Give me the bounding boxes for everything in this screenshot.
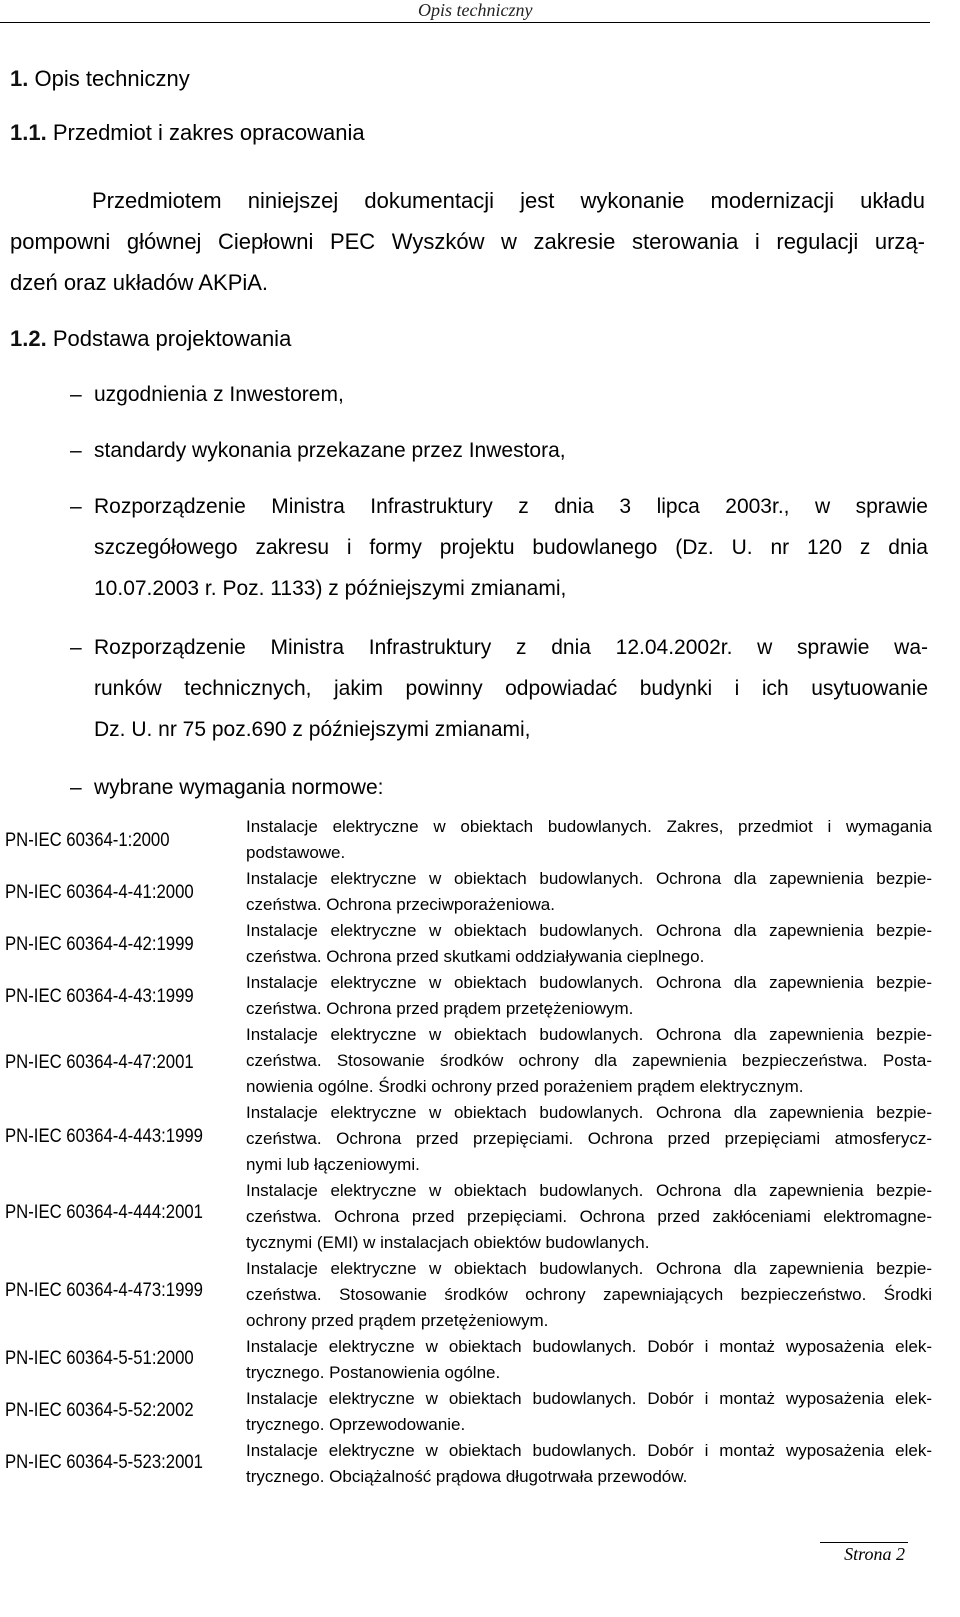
norm-code: PN-IEC 60364-1:2000 bbox=[5, 830, 170, 851]
section-1-heading bbox=[10, 66, 190, 92]
norm-line: Instalacje elektryczne w obiektach budowlanych. Dobór i montaż wyposażenia elek- bbox=[246, 1389, 932, 1408]
running-header-title: Opis techniczny bbox=[418, 0, 533, 20]
norm-description bbox=[246, 866, 932, 918]
list-item-text bbox=[94, 374, 928, 415]
norm-description bbox=[246, 814, 932, 866]
section-1-1-number: 1.1. bbox=[10, 120, 47, 145]
norm-code: PN-IEC 60364-4-47:2001 bbox=[5, 1052, 194, 1073]
norm-line: Instalacje elektryczne w obiektach budowlanych. Ochrona dla zapewnienia bezpie- bbox=[246, 1259, 932, 1278]
norm-line: Instalacje elektryczne w obiektach budowlanych. Dobór i montaż wyposażenia elek- bbox=[246, 1337, 932, 1356]
norm-line: Instalacje elektryczne w obiektach budowlanych. Ochrona dla zapewnienia bezpie- bbox=[246, 1025, 932, 1044]
section-1-number: 1. bbox=[10, 66, 29, 91]
norm-line: ochrony przed prądem przetężeniowym. bbox=[246, 1311, 549, 1330]
paragraph-line: Przedmiotem niniejszej dokumentacji jest wykonanie modernizacji układu bbox=[92, 188, 925, 213]
norm-code: PN-IEC 60364-5-52:2002 bbox=[5, 1400, 194, 1421]
norm-description bbox=[246, 1178, 932, 1256]
paragraph-line: pompowni głównej Ciepłowni PEC Wyszków w zakresie sterowania i regulacji urzą- bbox=[10, 229, 925, 254]
norm-line: czeństwa. Ochrona przed skutkami oddziaływania cieplnego. bbox=[246, 947, 705, 966]
norm-line: Instalacje elektryczne w obiektach budowlanych. Ochrona dla zapewnienia bezpie- bbox=[246, 921, 932, 940]
norm-code: PN-IEC 60364-4-43:1999 bbox=[5, 986, 194, 1007]
list-item-text bbox=[94, 430, 928, 471]
norm-line: czeństwa. Stosowanie środków ochrony dla zapewnienia bezpieczeństwa. Posta- bbox=[246, 1051, 932, 1070]
norm-description bbox=[246, 1386, 932, 1438]
section-1-1-paragraph bbox=[10, 180, 925, 303]
norm-code: PN-IEC 60364-4-42:1999 bbox=[5, 934, 194, 955]
norm-code: PN-IEC 60364-4-41:2000 bbox=[5, 882, 194, 903]
list-item-text bbox=[94, 627, 928, 750]
section-1-1-heading bbox=[10, 120, 365, 146]
list-item-text bbox=[94, 486, 928, 609]
norm-description bbox=[246, 1100, 932, 1178]
dash-bullet: – bbox=[70, 495, 82, 518]
section-1-title: Opis techniczny bbox=[34, 66, 190, 91]
list-item-line: Dz. U. nr 75 poz.690 z późniejszymi zmianami, bbox=[94, 718, 531, 741]
norm-line: Instalacje elektryczne w obiektach budowlanych. Ochrona dla zapewnienia bezpie- bbox=[246, 1103, 932, 1122]
norm-line: Instalacje elektryczne w obiektach budowlanych. Ochrona dla zapewnienia bezpie- bbox=[246, 869, 932, 888]
norm-line: czeństwa. Ochrona przed prądem przetężeniowym. bbox=[246, 999, 634, 1018]
norm-line: nymi lub łączeniowymi. bbox=[246, 1155, 420, 1174]
norm-description bbox=[246, 1256, 932, 1334]
list-item-line: uzgodnienia z Inwestorem, bbox=[94, 383, 344, 406]
norm-description bbox=[246, 918, 932, 970]
norm-line: Instalacje elektryczne w obiektach budowlanych. Zakres, przedmiot i wymagania bbox=[246, 817, 932, 836]
norm-code: PN-IEC 60364-4-443:1999 bbox=[5, 1126, 203, 1147]
section-1-2-heading bbox=[10, 326, 291, 352]
norm-line: podstawowe. bbox=[246, 843, 346, 862]
norm-line: trycznego. Postanowienia ogólne. bbox=[246, 1363, 501, 1382]
list-item-line: runków technicznych, jakim powinny odpowiadać budynki i ich usytuowanie bbox=[94, 677, 928, 700]
norm-line: czeństwa. Stosowanie środków ochrony zapewniających bezpieczeństwo. Środki bbox=[246, 1285, 932, 1304]
norm-line: czeństwa. Ochrona przed przepięciami. Ochrona przed przepięciami atmosferycz- bbox=[246, 1129, 932, 1148]
norm-code: PN-IEC 60364-5-51:2000 bbox=[5, 1348, 194, 1369]
list-item-text bbox=[94, 767, 928, 808]
footer-rule bbox=[820, 1542, 908, 1543]
norm-line: trycznego. Oprzewodowanie. bbox=[246, 1415, 466, 1434]
norm-line: Instalacje elektryczne w obiektach budowlanych. Ochrona dla zapewnienia bezpie- bbox=[246, 1181, 932, 1200]
norm-description bbox=[246, 1438, 932, 1490]
list-item-line: standardy wykonania przekazane przez Inwestora, bbox=[94, 439, 566, 462]
list-item-line: wybrane wymagania normowe: bbox=[94, 776, 384, 799]
norm-line: nowienia ogólne. Środki ochrony przed porażeniem prądem elektrycznym. bbox=[246, 1077, 804, 1096]
dash-bullet: – bbox=[70, 636, 82, 659]
norm-code: PN-IEC 60364-5-523:2001 bbox=[5, 1452, 203, 1473]
list-item-line: szczegółowego zakresu i formy projektu budowlanego (Dz. U. nr 120 z dnia bbox=[94, 536, 928, 559]
dash-bullet: – bbox=[70, 439, 82, 462]
list-item-line: Rozporządzenie Ministra Infrastruktury z dnia 12.04.2002r. w sprawie wa- bbox=[94, 636, 928, 659]
norm-line: czeństwa. Ochrona przed przepięciami. Ochrona przed zakłóceniami elektromagne- bbox=[246, 1207, 932, 1226]
paragraph-line: dzeń oraz układów AKPiA. bbox=[10, 270, 269, 295]
dash-bullet: – bbox=[70, 383, 82, 406]
norm-line: Instalacje elektryczne w obiektach budowlanych. Dobór i montaż wyposażenia elek- bbox=[246, 1441, 932, 1460]
norm-description bbox=[246, 1334, 932, 1386]
list-item-line: 10.07.2003 r. Poz. 1133) z późniejszymi zmianami, bbox=[94, 577, 567, 600]
norm-code: PN-IEC 60364-4-444:2001 bbox=[5, 1202, 203, 1223]
norm-line: trycznego. Obciążalność prądowa długotrwała przewodów. bbox=[246, 1467, 688, 1486]
norm-code: PN-IEC 60364-4-473:1999 bbox=[5, 1280, 203, 1301]
norm-line: czeństwa. Ochrona przeciwporażeniowa. bbox=[246, 895, 555, 914]
section-1-2-title: Podstawa projektowania bbox=[52, 326, 292, 351]
page-number: Strona 2 bbox=[844, 1544, 905, 1564]
section-1-1-title: Przedmiot i zakres opracowania bbox=[52, 120, 365, 145]
section-1-2-number: 1.2. bbox=[10, 326, 47, 351]
list-item-line: Rozporządzenie Ministra Infrastruktury z dnia 3 lipca 2003r., w sprawie bbox=[94, 495, 928, 518]
running-header bbox=[0, 0, 930, 23]
norm-line: tycznymi (EMI) w instalacjach obiektów budowlanych. bbox=[246, 1233, 650, 1252]
dash-bullet: – bbox=[70, 776, 82, 799]
norm-line: Instalacje elektryczne w obiektach budowlanych. Ochrona dla zapewnienia bezpie- bbox=[246, 973, 932, 992]
norm-description bbox=[246, 1022, 932, 1100]
norm-description bbox=[246, 970, 932, 1022]
